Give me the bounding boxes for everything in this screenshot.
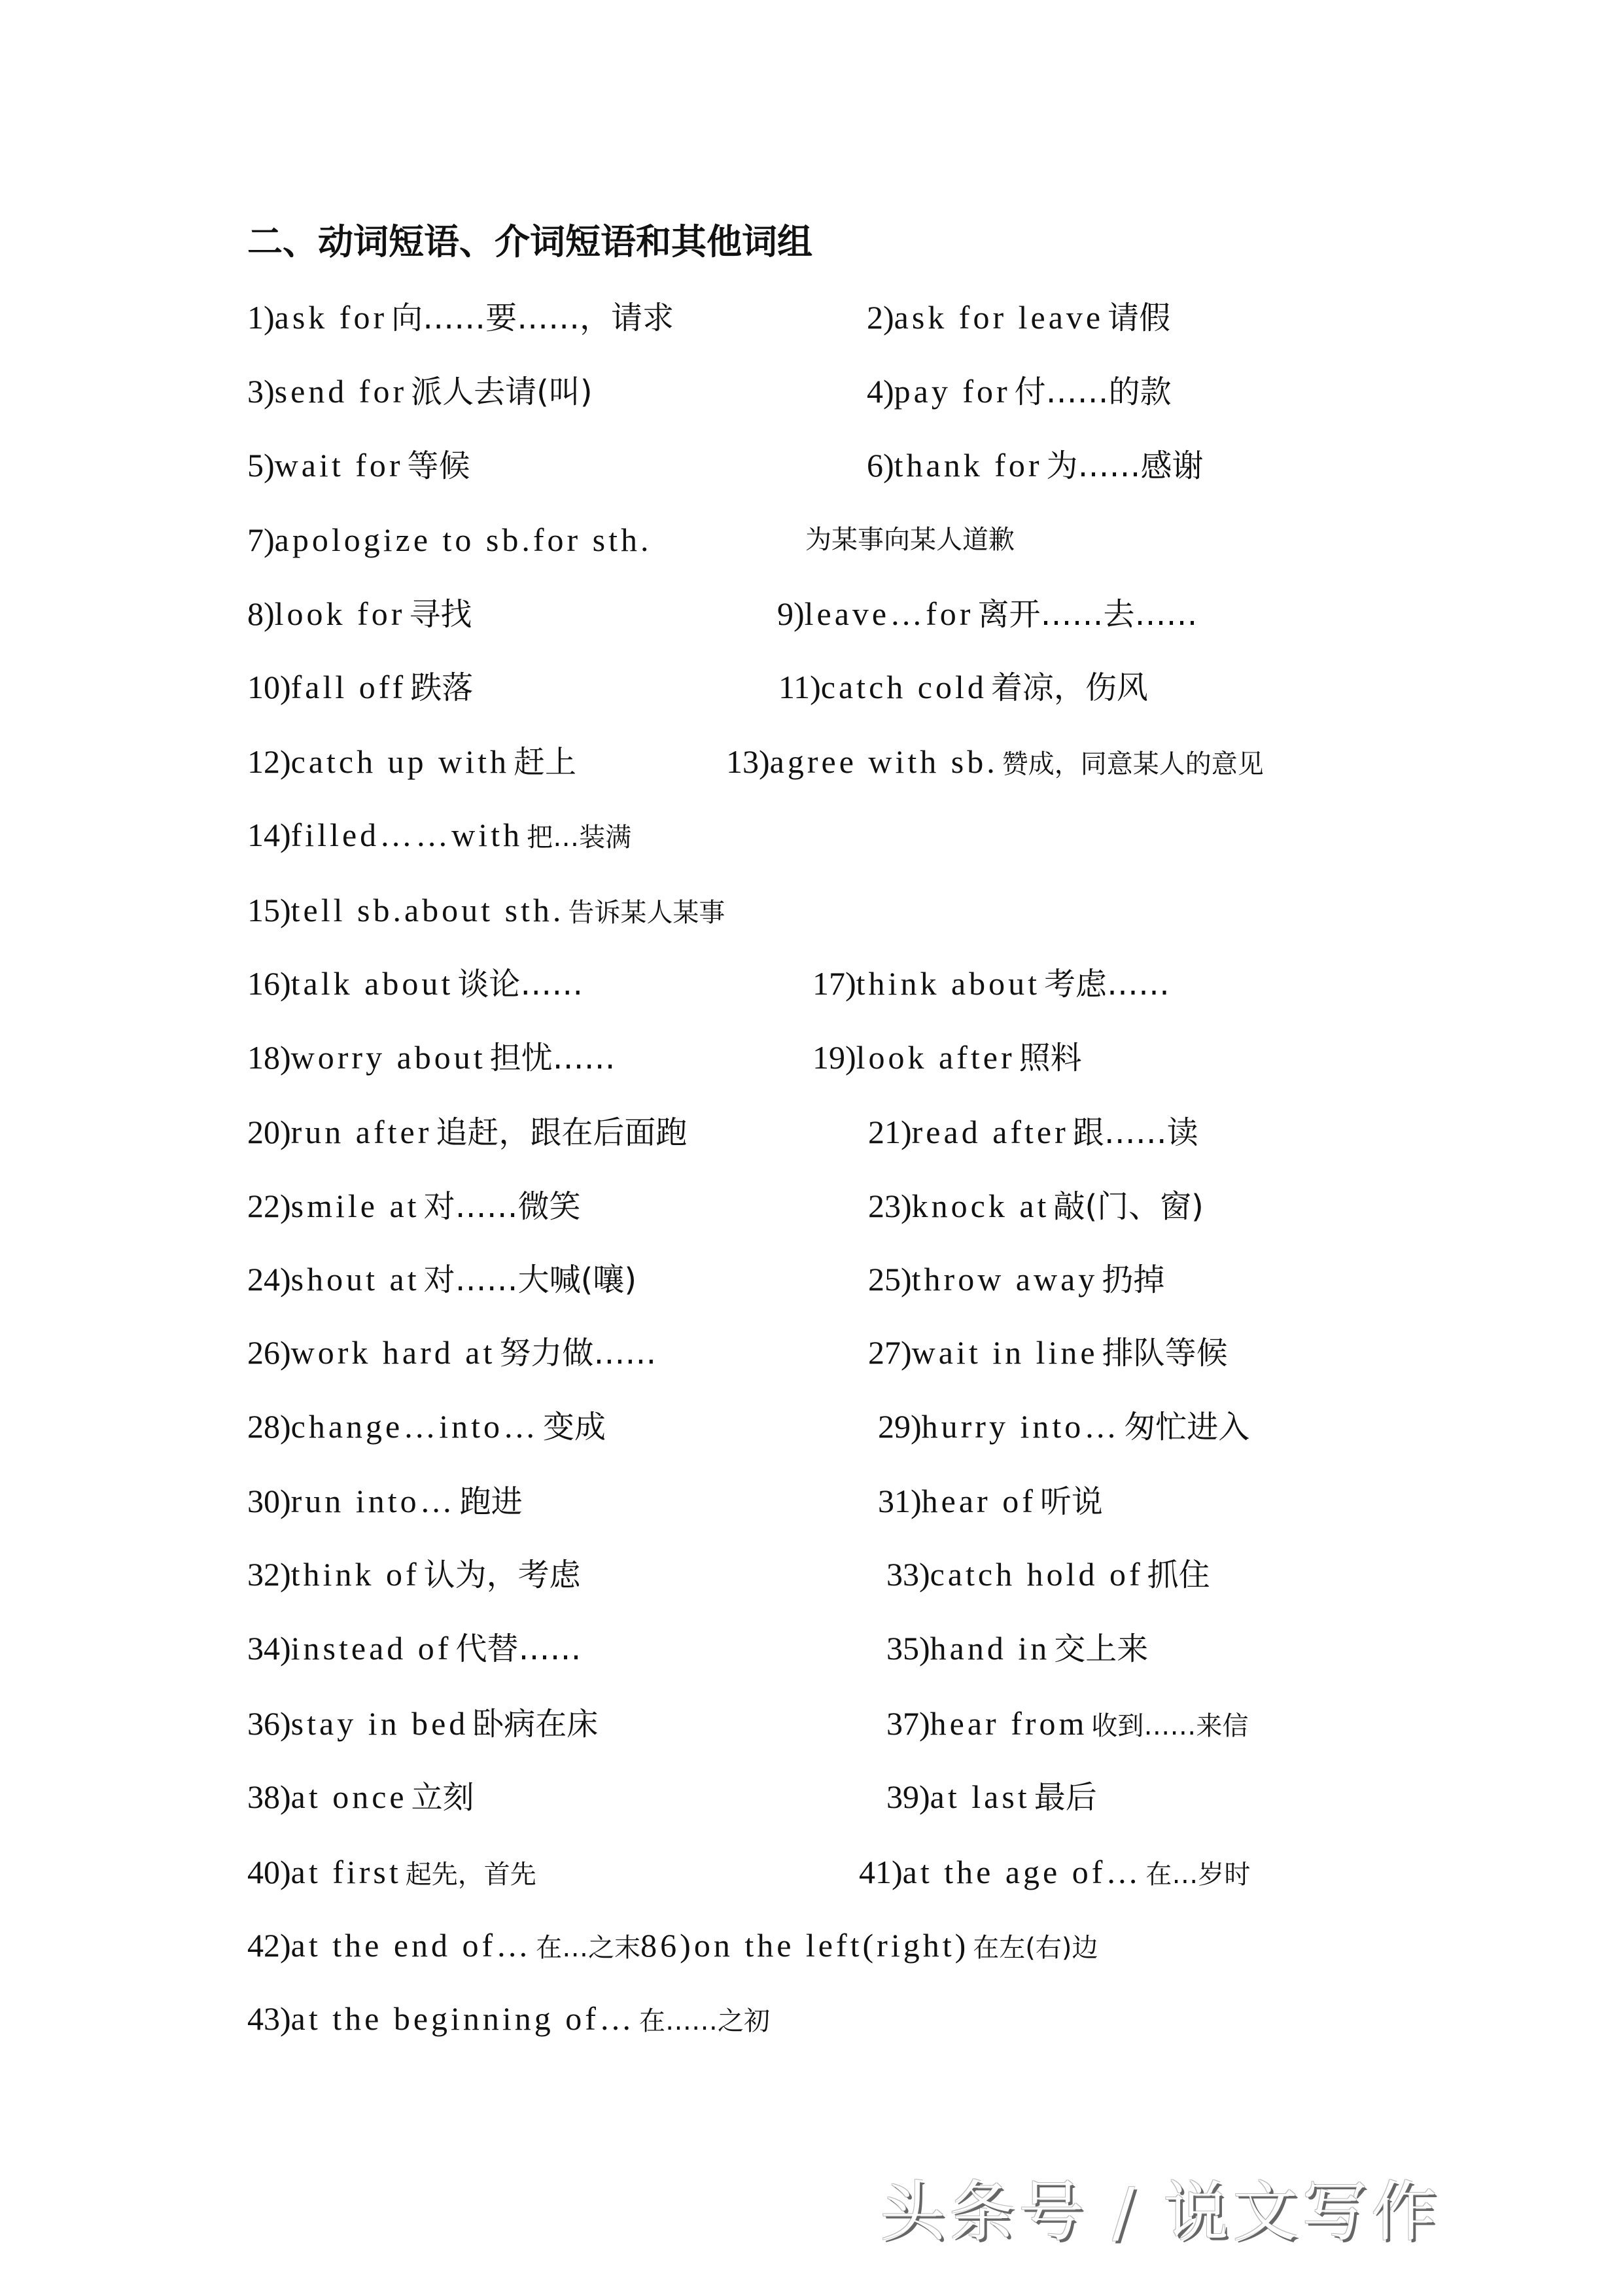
phrase-entry bbox=[247, 963, 583, 1004]
phrase-number: 19) bbox=[812, 1039, 856, 1076]
phrase-number: 2) bbox=[867, 299, 894, 336]
phrase-entry bbox=[867, 444, 1204, 486]
phrase-entry bbox=[247, 1553, 581, 1595]
phrase-number: 6) bbox=[867, 447, 894, 484]
phrase-number: 23) bbox=[868, 1188, 912, 1224]
phrase-number: 17) bbox=[812, 965, 856, 1002]
phrase-english: look for bbox=[274, 595, 406, 632]
phrase-entry bbox=[247, 519, 652, 561]
phrase-entry bbox=[247, 1703, 598, 1744]
phrase-number: 29) bbox=[878, 1408, 922, 1445]
phrase-number: 24) bbox=[247, 1261, 291, 1298]
phrase-number: 37) bbox=[886, 1705, 930, 1742]
phrase-english: throw away bbox=[911, 1261, 1098, 1298]
phrase-chinese: 对……大喊(嚷) bbox=[423, 1262, 637, 1298]
phrase-entry bbox=[886, 1776, 1097, 1818]
phrase-entry bbox=[247, 741, 576, 783]
phrase-number: 36) bbox=[247, 1705, 291, 1742]
phrase-english: talk about bbox=[290, 965, 454, 1002]
phrase-english: agree with sb. bbox=[769, 743, 998, 780]
phrase-english: wait for bbox=[274, 447, 404, 484]
phrase-number: 12) bbox=[247, 743, 291, 780]
phrase-entry bbox=[247, 1851, 536, 1893]
phrase-chinese: 照料 bbox=[1019, 1040, 1082, 1076]
phrase-number: 10) bbox=[247, 669, 291, 705]
section-title: 二、动词短语、介词短语和其他词组 bbox=[247, 221, 812, 262]
phrase-number: 9) bbox=[777, 595, 805, 632]
phrase-chinese: 最后 bbox=[1034, 1779, 1097, 1816]
phrase-number: 21) bbox=[868, 1114, 912, 1150]
phrase-english: tell sb.about sth. bbox=[290, 892, 565, 928]
phrase-english: think about bbox=[856, 965, 1041, 1002]
phrase-chinese: 认为，考虑 bbox=[423, 1557, 581, 1593]
phrase-number: 34) bbox=[247, 1630, 291, 1667]
phrase-chinese: 在…岁时 bbox=[1145, 1860, 1251, 1890]
phrase-english: at the beginning of… bbox=[290, 2000, 635, 2037]
phrase-chinese: 扔掉 bbox=[1102, 1262, 1165, 1298]
phrase-entry bbox=[778, 666, 1148, 708]
phrase-chinese: 离开……去…… bbox=[977, 596, 1198, 633]
phrase-number: 8) bbox=[247, 595, 275, 632]
phrase-entry bbox=[867, 296, 1170, 338]
phrase-chinese: 收到……来信 bbox=[1091, 1711, 1249, 1741]
phrase-chinese: 付……的款 bbox=[1014, 374, 1172, 410]
phrase-entry bbox=[886, 1553, 1210, 1595]
phrase-entry bbox=[247, 1036, 616, 1078]
phrase-english: thank for bbox=[894, 447, 1043, 484]
phrase-number: 43) bbox=[247, 2000, 291, 2037]
phrase-english-extra: 86)on the left(right) bbox=[640, 1927, 969, 1964]
phrase-number: 38) bbox=[247, 1778, 291, 1815]
phrase-english: shout at bbox=[290, 1261, 420, 1298]
phrase-number: 35) bbox=[886, 1630, 930, 1667]
phrase-english: catch cold bbox=[820, 669, 987, 705]
phrase-english: pay for bbox=[894, 373, 1011, 410]
phrase-english: smile at bbox=[290, 1188, 420, 1224]
phrase-number: 20) bbox=[247, 1114, 291, 1150]
phrase-entry bbox=[777, 593, 1197, 635]
phrase-entry bbox=[247, 1998, 770, 2040]
phrase-chinese: 派人去请(叫) bbox=[411, 374, 593, 410]
phrase-english: filled……with bbox=[290, 817, 523, 853]
phrase-entry bbox=[247, 1627, 581, 1669]
phrase-chinese: 起先，首先 bbox=[405, 1860, 536, 1890]
phrase-chinese: 排队等候 bbox=[1102, 1335, 1228, 1371]
phrase-chinese: 担忧…… bbox=[489, 1040, 616, 1076]
phrase-entry bbox=[812, 1036, 1082, 1078]
phrase-english: work hard at bbox=[290, 1334, 496, 1371]
phrase-english: worry about bbox=[290, 1039, 486, 1076]
phrase-chinese: 考虑…… bbox=[1044, 966, 1170, 1002]
phrase-chinese: 寻找 bbox=[409, 596, 472, 633]
phrase-chinese: 把…装满 bbox=[527, 822, 632, 853]
phrase-number: 11) bbox=[778, 669, 821, 705]
phrase-entry bbox=[726, 741, 1264, 783]
phrase-entry bbox=[247, 1332, 656, 1373]
phrase-english: fall off bbox=[290, 669, 407, 705]
watermark: 头条号 / 说文写作 bbox=[880, 2174, 1441, 2250]
phrase-number: 30) bbox=[247, 1483, 291, 1519]
phrase-entry bbox=[247, 444, 470, 486]
phrase-chinese: 为……感谢 bbox=[1046, 448, 1204, 484]
phrase-english: read after bbox=[911, 1114, 1069, 1150]
phrase-entry bbox=[886, 1627, 1148, 1669]
phrase-chinese: 敲(门、窗) bbox=[1053, 1188, 1204, 1225]
phrase-entry bbox=[247, 1480, 523, 1522]
phrase-entry bbox=[247, 1111, 687, 1153]
phrase-number: 40) bbox=[247, 1854, 291, 1890]
phrase-english: knock at bbox=[911, 1188, 1050, 1224]
phrase-chinese: 告诉某人某事 bbox=[568, 898, 725, 928]
phrase-entry bbox=[886, 1703, 1248, 1744]
phrase-number: 18) bbox=[247, 1039, 291, 1076]
phrase-english: hurry into… bbox=[921, 1408, 1121, 1445]
phrase-chinese-extra: 在左(右)边 bbox=[973, 1933, 1098, 1963]
phrase-english: think of bbox=[290, 1556, 420, 1593]
phrase-entry bbox=[247, 1405, 606, 1447]
phrase-english: at first bbox=[290, 1854, 402, 1890]
phrase-number: 33) bbox=[886, 1556, 930, 1593]
phrase-entry bbox=[247, 1776, 474, 1818]
phrase-chinese: 谈论…… bbox=[457, 966, 584, 1002]
phrase-number: 16) bbox=[247, 965, 291, 1002]
phrase-chinese: 努力做…… bbox=[499, 1335, 657, 1371]
phrase-english: ask for bbox=[274, 299, 388, 336]
phrase-chinese: 跟……读 bbox=[1072, 1114, 1198, 1151]
phrase-number: 32) bbox=[247, 1556, 291, 1593]
phrase-chinese: 跌落 bbox=[410, 669, 474, 706]
phrase-chinese: 赶上 bbox=[514, 744, 577, 781]
phrase-number: 14) bbox=[247, 817, 291, 853]
phrase-chinese: 抓住 bbox=[1147, 1557, 1210, 1593]
phrase-english: hand in bbox=[930, 1630, 1051, 1667]
phrase-number: 25) bbox=[868, 1261, 912, 1298]
phrase-entry bbox=[247, 296, 674, 338]
phrase-entry bbox=[247, 666, 473, 708]
phrase-number: 42) bbox=[247, 1927, 291, 1964]
phrase-english: send for bbox=[274, 373, 408, 410]
phrase-english: stay in bed bbox=[290, 1705, 469, 1742]
phrase-entry bbox=[247, 889, 725, 931]
phrase-english: look after bbox=[856, 1039, 1015, 1076]
phrase-english: run after bbox=[290, 1114, 432, 1150]
phrase-chinese: 听说 bbox=[1039, 1483, 1103, 1520]
phrase-english: at last bbox=[930, 1778, 1030, 1815]
phrase-number: 39) bbox=[886, 1778, 930, 1815]
phrase-entry bbox=[878, 1405, 1249, 1447]
phrase-english: instead of bbox=[290, 1630, 452, 1667]
phrase-entry bbox=[868, 1111, 1198, 1153]
phrase-english: catch hold of bbox=[930, 1556, 1143, 1593]
phrase-english: catch up with bbox=[290, 743, 510, 780]
phrase-english: hear of bbox=[921, 1483, 1036, 1519]
phrase-entry bbox=[247, 370, 593, 412]
phrase-chinese: 交上来 bbox=[1054, 1631, 1149, 1667]
phrase-entry bbox=[247, 1924, 1098, 1966]
phrase-english: ask for leave bbox=[894, 299, 1104, 336]
phrase-english: apologize to sb.for sth. bbox=[274, 521, 652, 558]
phrase-chinese-wrap bbox=[801, 519, 1015, 561]
phrase-entry bbox=[867, 370, 1172, 412]
phrase-english: at the age of… bbox=[902, 1854, 1142, 1890]
phrase-chinese: 追赶，跟在后面跑 bbox=[436, 1114, 688, 1151]
phrase-chinese: 等候 bbox=[407, 448, 470, 484]
phrase-english: leave…for bbox=[804, 595, 974, 632]
phrase-chinese: 着凉，伤风 bbox=[990, 669, 1148, 706]
phrase-entry bbox=[868, 1332, 1228, 1373]
phrase-chinese: 立刻 bbox=[411, 1779, 474, 1816]
phrase-chinese: 匆忙进入 bbox=[1124, 1409, 1250, 1445]
phrase-entry bbox=[247, 1185, 581, 1227]
phrase-chinese: 对……微笑 bbox=[423, 1188, 581, 1225]
phrase-entry bbox=[878, 1480, 1103, 1522]
phrase-chinese: 请假 bbox=[1108, 300, 1171, 336]
phrase-chinese: 赞成，同意某人的意见 bbox=[1002, 749, 1264, 779]
phrase-number: 41) bbox=[859, 1854, 903, 1890]
phrase-entry bbox=[247, 1258, 637, 1300]
phrase-chinese: 在…之末 bbox=[536, 1933, 641, 1963]
phrase-number: 1) bbox=[247, 299, 275, 336]
phrase-entry bbox=[247, 593, 472, 635]
phrase-number: 4) bbox=[867, 373, 894, 410]
phrase-english: run into… bbox=[290, 1483, 456, 1519]
phrase-chinese: 变成 bbox=[543, 1409, 606, 1445]
phrase-chinese: 为某事向某人道歉 bbox=[805, 525, 1015, 555]
phrase-chinese: 在……之初 bbox=[638, 2006, 770, 2036]
phrase-english: at once bbox=[290, 1778, 408, 1815]
phrase-chinese: 跑进 bbox=[459, 1483, 523, 1520]
phrase-number: 31) bbox=[878, 1483, 922, 1519]
phrase-number: 28) bbox=[247, 1408, 291, 1445]
phrase-english: change…into… bbox=[290, 1408, 540, 1445]
phrase-english: at the end of… bbox=[290, 1927, 532, 1964]
phrase-number: 22) bbox=[247, 1188, 291, 1224]
phrase-english: wait in line bbox=[911, 1334, 1098, 1371]
phrase-number: 5) bbox=[247, 447, 275, 484]
phrase-english: hear from bbox=[930, 1705, 1088, 1742]
phrase-entry bbox=[859, 1851, 1250, 1893]
phrase-entry bbox=[868, 1258, 1164, 1300]
phrase-number: 26) bbox=[247, 1334, 291, 1371]
phrase-number: 27) bbox=[868, 1334, 912, 1371]
phrase-entry bbox=[247, 814, 631, 856]
phrase-number: 15) bbox=[247, 892, 291, 928]
phrase-entry bbox=[868, 1185, 1204, 1227]
phrase-number: 3) bbox=[247, 373, 275, 410]
phrase-number: 7) bbox=[247, 521, 275, 558]
phrase-chinese: 代替…… bbox=[455, 1631, 582, 1667]
phrase-number: 13) bbox=[726, 743, 770, 780]
phrase-chinese: 向……要……，请求 bbox=[391, 300, 674, 336]
phrase-chinese: 卧病在床 bbox=[472, 1706, 599, 1742]
phrase-entry bbox=[812, 963, 1170, 1004]
